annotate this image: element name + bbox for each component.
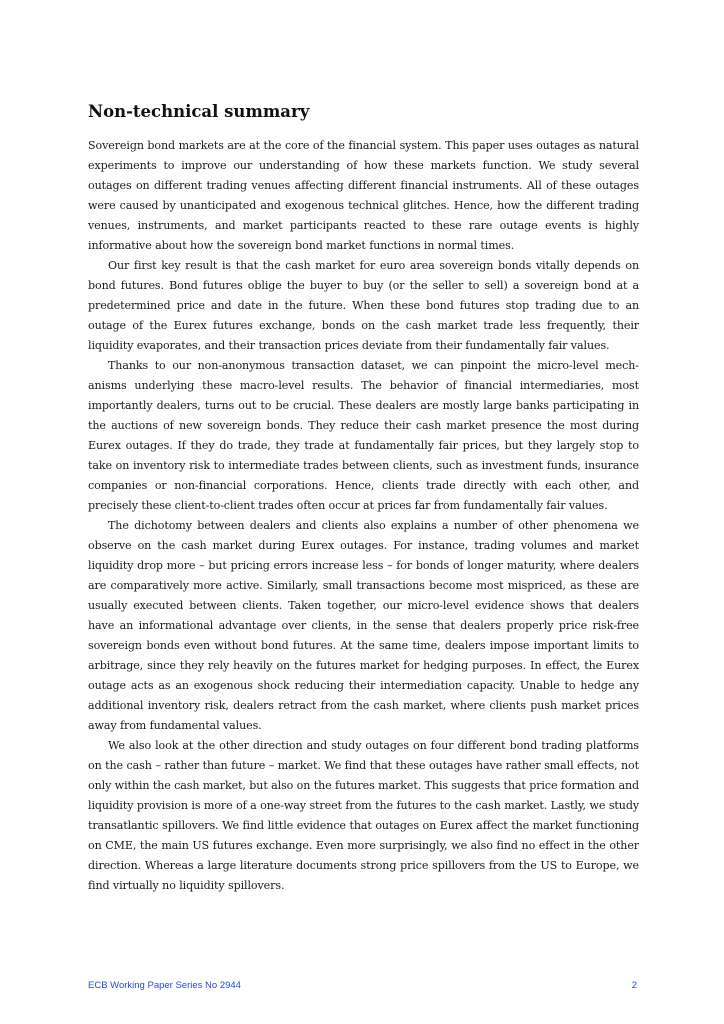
paragraph-5: We also look at the other direction and study outages on four different bond trading platforms on the cash – rather than future – market. We find that these outages have rather small effects, not only within the cash market, but also on the futures market. This suggests that price formation and liquidity provision is more of a one-way street from the futures to the cash market. Lastly, we study transatlantic spillovers. We find little evidence that outages on Eurex affect the market functioning on CME, the main US futures exchange. Even more surprisingly, we also find no effect in the other direction. Whereas a large literature documents strong price spillovers from the US to Europe, we find virtually no liquidity spillovers. [88, 739, 639, 892]
page-footer [88, 978, 639, 994]
paragraph-1: Sovereign bond markets are at the core of the financial system. This paper uses outages as natural experiments to improve our understanding of how these markets function. We study several outages on different trading venues affecting different financial instruments. All of these outages were caused by unanticipated and exogenous technical glitches. Hence, how the different trading venues, instruments, and market participants reacted to these rare outage events is highly informative about how the sovereign bond market functions in normal times. [88, 139, 639, 252]
page-number: 2 [631, 980, 637, 991]
paragraph-3: Thanks to our non-anonymous transaction dataset, we can pinpoint the micro-level mechanisms underlying these macro-level results. The behavior of financial intermediaries, most importantly dealers, turns out to be crucial. These dealers are mostly large banks participating in the auctions of new sovereign bonds. They reduce their cash market presence the most during Eurex outages. If they do trade, they trade at fundamentally fair prices, but they largely stop to take on inventory risk to intermediate trades between clients, such as investment funds, insurance companies or non-financial corporations. Hence, clients trade directly with each other, and precisely these client-to-client trades often occur at prices far from fundamentally fair values. [88, 359, 639, 512]
paragraph-4: The dichotomy between dealers and clients also explains a number of other phenomena we observe on the cash market during Eurex outages. For instance, trading volumes and market liquidity drop more – but pricing errors increase less – for bonds of longer maturity, where dealers are comparatively more active. Similarly, small transactions become most mispriced, as these are usually executed between clients. Taken together, our micro-level evidence shows that dealers have an informational advantage over clients, in the sense that dealers properly price risk-free sovereign bonds even without bond futures. At the same time, dealers impose important limits to arbitrage, since they rely heavily on the futures market for hedging purposes. In effect, the Eurex outage acts as an exogenous shock reducing their intermediation capacity. Unable to hedge any additional inventory risk, dealers retract from the cash market, where clients push market prices away from fundamental values. [88, 519, 639, 732]
working-paper-series-link[interactable]: ECB Working Paper Series No 2944 [88, 980, 241, 991]
paragraph-2: Our first key result is that the cash market for euro area sovereign bonds vitally depends on bond futures. Bond futures oblige the buyer to buy (or the seller to sell) a sovereign bond at a predetermined price and date in the future. When these bond futures stop trading due to an outage of the Eurex futures exchange, bonds on the cash market trade less frequently, their liquidity evaporates, and their transaction prices deviate from their fundamentally fair values. [88, 259, 639, 352]
section-heading: Non-technical summary [88, 102, 310, 121]
summary-body [88, 136, 639, 896]
